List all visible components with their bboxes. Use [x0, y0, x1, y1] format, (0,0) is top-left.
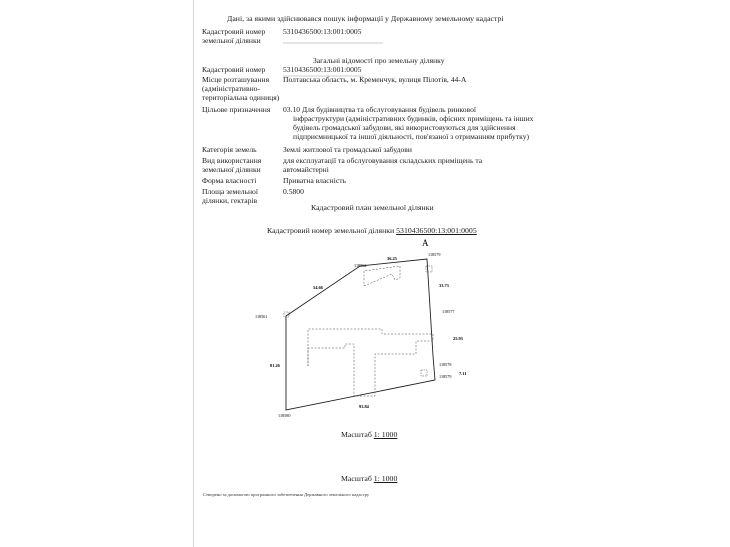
corner-marker [421, 370, 427, 376]
faded-artifact [283, 42, 383, 44]
location-value: Полтавська область, м. Кременчук, вулиця Пілотів, 44-А [283, 75, 467, 84]
ownership-label: Форма власності [202, 176, 257, 185]
scale-label: Масштаб 1: 1000 [341, 430, 398, 439]
distance-label: 36.25 [387, 256, 397, 261]
cadastral-plan-drawing [250, 236, 490, 426]
distance-label: 81.26 [270, 363, 280, 368]
cadastral-number-label: Кадастровий номер [202, 65, 266, 74]
building-outline [308, 329, 433, 396]
corner-letter: А [422, 238, 429, 248]
distance-label: 33.73 [439, 283, 449, 288]
vertex-label: 118579 [428, 252, 441, 257]
ownership-value: Приватна власність [283, 176, 346, 185]
scale-label: Масштаб 1: 1000 [341, 474, 398, 483]
vertex-label: 118580 [278, 413, 291, 418]
location-label: Місце розташування (адміністративно- територіальна одиниця) [202, 75, 280, 102]
distance-label: 93.84 [359, 404, 369, 409]
vertex-label: 118579 [439, 374, 452, 379]
purpose-label: Цільове призначення [202, 105, 271, 114]
usage-type-label: Вид використання земельної ділянки [202, 156, 262, 174]
plan-cadastral-number: Кадастровий номер земельної ділянки 5310436500:13:001:0005 [267, 226, 477, 235]
cadastral-number-value: 5310436500:13:001:0005 [283, 65, 362, 74]
plan-title: Кадастровий план земельної ділянки [311, 203, 434, 212]
distance-label: 25.93 [453, 336, 463, 341]
land-category-value: Землі житлової та громадської забудови [283, 145, 412, 154]
vertex-label: 118578 [439, 362, 452, 367]
land-category-label: Категорія земель [202, 145, 257, 154]
area-label: Площа земельної ділянки, гектарів [202, 187, 258, 205]
search-label: Кадастровий номер земельної ділянки [202, 27, 266, 45]
search-header: Дані, за якими здійснювався пошук інформації у Державному земельному кадастрі [227, 14, 504, 23]
distance-label: 54.66 [313, 285, 323, 290]
vertex-label: 118577 [442, 309, 455, 314]
general-info-title: Загальні відомості про земельну ділянку [313, 56, 445, 65]
page-fold-line [193, 0, 194, 547]
search-cadastral-value: 5310436500:13:001:0005 [283, 27, 362, 36]
footer-note: Створено за допомогою програмного забезпечення Державного земельного кадастру [203, 492, 370, 497]
vertex-label: 118561 [255, 314, 268, 319]
parcel-boundary [286, 259, 435, 410]
usage-type-value: для експлуатації та обслуговування складських приміщень та автомайстерні [283, 156, 483, 174]
distance-label: 7.11 [459, 371, 467, 376]
area-value: 0.5800 [283, 187, 304, 196]
purpose-value: 03.10 Для будівництва та обслуговування будівель ринкової інфраструктури (адміністративних будинків, офісних приміщень та інших будівель громадської забудови, які використовуються для здійснення підприємницької та іншої діяльності, пов'язаної з отриманням прибутку) [283, 105, 534, 141]
corner-marker [426, 266, 432, 272]
small-structure-outline [364, 266, 400, 286]
vertex-label: 118562 [354, 263, 367, 268]
